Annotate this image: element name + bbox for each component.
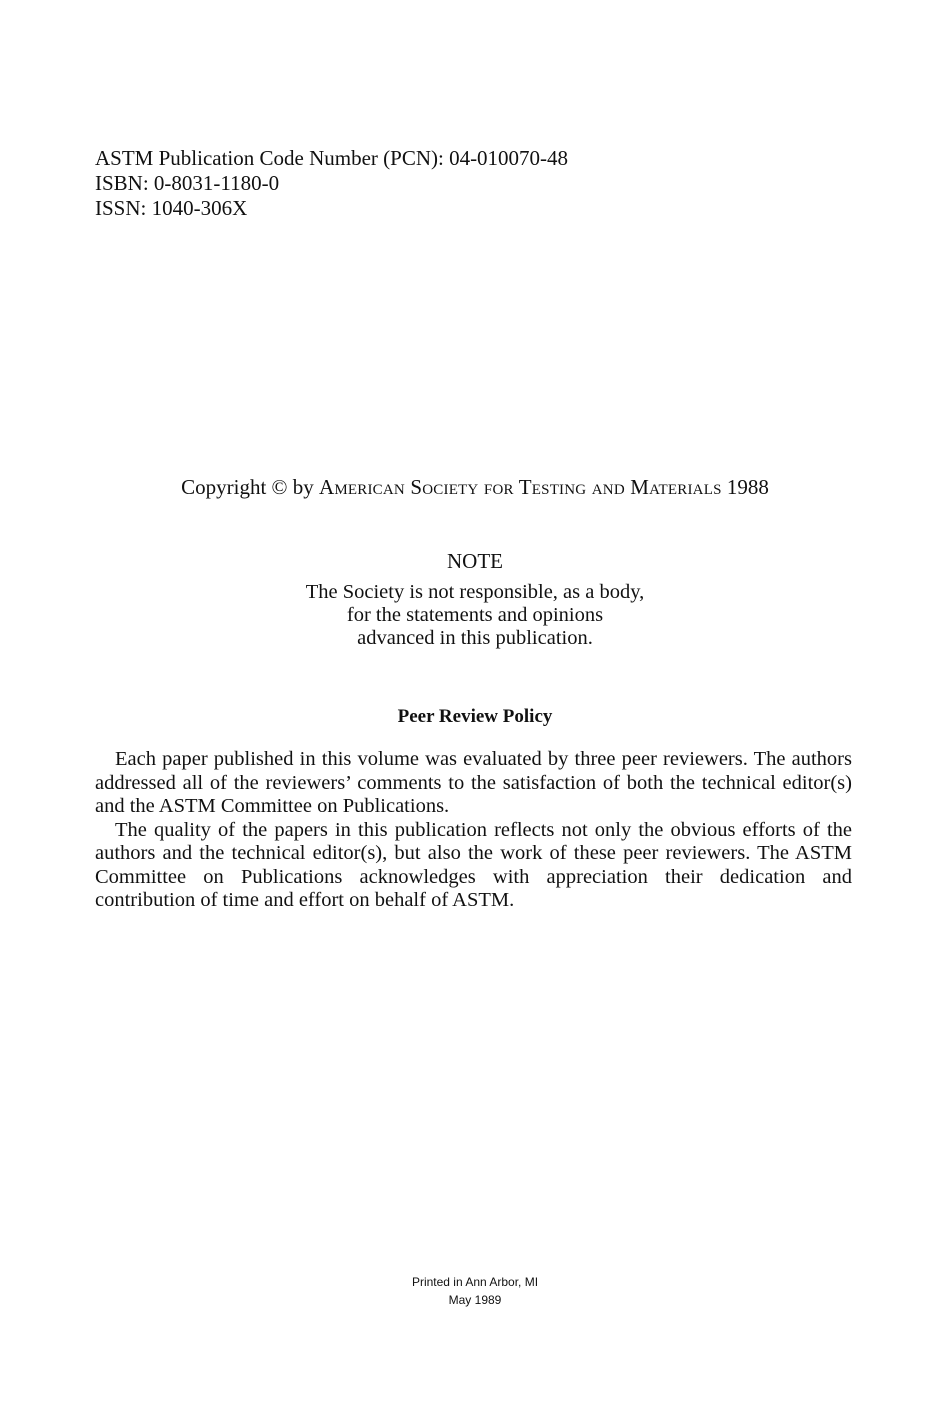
peer-review-paragraph: The quality of the papers in this publication reflects not only the obvious efforts of the authors and the technical editor(s), but also the work of these peer reviewers. The ASTM Committee on Publications acknowledges with appreciation their dedication and contribution of time and effort on behalf of ASTM. xyxy=(95,818,852,911)
peer-review-title: Peer Review Policy xyxy=(397,706,553,727)
issn-line: ISSN: 1040-306X xyxy=(95,196,248,220)
copyright-prefix: Copyright © by xyxy=(181,475,314,499)
isbn-line: ISBN: 0-8031-1180-0 xyxy=(95,171,280,195)
peer-review-body xyxy=(95,748,852,913)
imprint xyxy=(0,1273,950,1309)
note-section xyxy=(0,550,950,650)
copyright-organization: American Society for Testing and Materials xyxy=(319,475,722,499)
pcn-line: ASTM Publication Code Number (PCN): 04-010070-48 xyxy=(95,146,569,170)
imprint-place: Printed in Ann Arbor, MI xyxy=(411,1275,539,1289)
note-line: advanced in this publication. xyxy=(357,627,593,649)
copyright-line xyxy=(0,475,950,500)
note-line: for the statements and opinions xyxy=(346,604,604,626)
peer-review-paragraph: Each paper published in this volume was evaluated by three peer reviewers. The authors addressed all of the reviewers’ comments to the satisfaction of both the technical editor(s) and the ASTM Committee on Publications. xyxy=(95,748,852,817)
copyright-year: 1988 xyxy=(726,475,769,499)
imprint-date: May 1989 xyxy=(448,1293,502,1307)
publication-identifiers xyxy=(95,146,568,221)
note-title: NOTE xyxy=(447,549,503,573)
note-line: The Society is not responsible, as a body, xyxy=(305,581,645,603)
